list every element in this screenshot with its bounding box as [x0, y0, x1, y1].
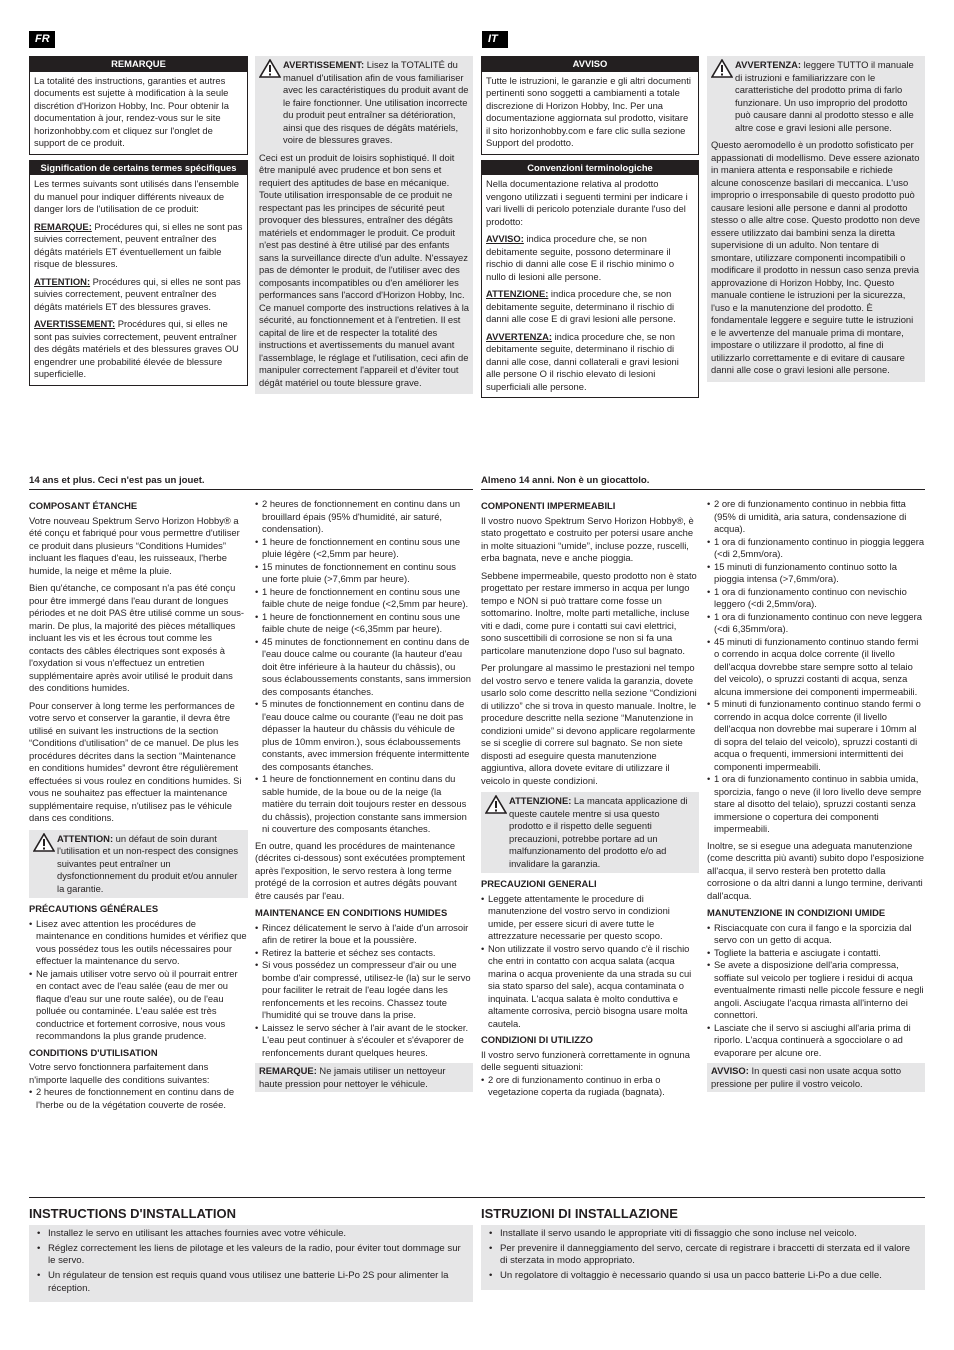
it-term-avvertenza: AVVERTENZA: indica procedure che, se non debitamente seguite, determinano il rischio di danni alle cose, danni collaterali e gravi lesioni alle persone O il rischio elevato di lesioni superficiali alle persone. [486, 330, 679, 392]
list-item: • 2 ore di funzionamento continuo in erba o vegetazione coperta da rugiada (bagnata). [481, 1074, 699, 1099]
list-item: • 1 heure de fonctionnement en continu sous une pluie légère (<2,5mm par heure). [255, 536, 473, 561]
fr-conditions-list-b [255, 498, 473, 836]
list-item: • Leggete attentamente le procedure di manutenzione del vostro servo in condizioni umide, per essere sicuri di avere tutte le attrezzature necessarie per questo scopo. [481, 893, 699, 943]
install-divider [29, 1197, 925, 1198]
it-conditions-title: CONDIZIONI DI UTILIZZO [481, 1034, 593, 1045]
warning-triangle-icon [259, 59, 283, 147]
it-conditions-intro: Il vostro servo funzionerà correttamente in ognuna delle seguenti situazioni: [481, 1048, 690, 1072]
it-terms-title: Convenzioni terminologiche [482, 161, 698, 176]
it-avviso-title: AVVISO [482, 57, 698, 72]
fr-install-box [29, 1225, 473, 1302]
list-item: • 1 heure de fonctionnement en continu sous une faible chute de neige fondue (<2,5mm par heure). [255, 586, 473, 611]
fr-term-avertissement: AVERTISSEMENT: Procédures qui, si elles ne sont pas suivies correctement, peuvent entraîner des dégâts matériels et des blessures graves OU engendrer une probabilité élevée de blessure superficielle. [34, 318, 239, 379]
it-waterproof-title: COMPONENTI IMPERMEABILI [481, 500, 616, 511]
list-item: • Retirez la batterie et séchez ses contacts. [255, 947, 473, 960]
list-item: • 45 minutes de fonctionnement en continu dans de l'eau douce calme ou courante (la hauteur d'eau doit être inférieure à la hauteur du châssis), ou sous éclaboussements constants, sans immersion des composants étanches. [255, 636, 473, 699]
warning-triangle-icon [485, 795, 509, 870]
list-item: • Un régulateur de tension est requis quand vous utilisez une batterie Li-Po 2S pour alimenter la réception. [37, 1270, 465, 1295]
fr-age-warning: 14 ans et plus. Ceci n'est pas un jouet. [29, 475, 205, 486]
list-item: • 2 ore di funzionamento continuo in nebbia fitta (95% di umidità, aria satura, condensazione di acqua). [707, 498, 925, 536]
fr-terms-title: Signification de certains termes spécifiques [30, 161, 247, 176]
it-term-attenzione: ATTENZIONE: indica procedure che, se non debitamente seguite, determinano il rischio di danni alle cose E di gravi lesioni alle persone. [486, 288, 676, 324]
warning-triangle-icon [33, 833, 57, 896]
list-item: • 2 heures de fonctionnement en continu dans de l'herbe ou de la végétation couverte de rosée. [29, 1086, 248, 1111]
it-conditions-list-a [481, 1074, 699, 1099]
list-item: • Per prevenire il danneggiamento del servo, cercate di registrare i braccetti di sterzata ed il valore di sterzata in modo appropriato. [489, 1243, 917, 1268]
list-item: • Ne jamais utiliser votre servo où il pourrait entrer en contact avec de l'eau salée (eau de mer ou flaque d'eau sur une route salée), ou de l'eau polluée ou contaminée. L'eau salée est très conductrice et fortement corrosive, nous vous recommandons la plus grande prudence. [29, 968, 248, 1043]
it-install-box [481, 1225, 925, 1290]
fr-terms-intro: Les termes suivants sont utilisés dans l'ensemble du manuel pour indiquer différents niveaux de danger lors de l'utilisation de ce produit: [34, 178, 240, 214]
fr-install-list [37, 1228, 465, 1295]
it-install-title: ISTRUZIONI DI INSTALLAZIONE [481, 1206, 678, 1221]
it-conditions-list-b [707, 498, 925, 836]
it-waterproof-p3: Per prolungare al massimo le prestazioni nel tempo del vostro servo e tenere valida la garanzia, dovete usarlo solo come descritto nella sezione “Condizioni di utilizzo” che si trova in questo manuale. Inoltre, le procedure descritte nella sezione “Manutenzione in condizioni umide” si devono applicare regolarmente se si sceglie di correre sul bagnato. Se non siete disposti ad eseguire questa manutenzione aggiuntiva, allora dovete evitare di utilizzare il veicolo in queste condizioni. [481, 662, 697, 786]
it-avvertenza-box: AVVERTENZA: leggere TUTTO il manuale di istruzioni e familiarizzare con le caratteristiche del prodotto prima di farlo funzionare. Un uso improprio del prodotto può causare danni al prodotto stesso e alle altre cose e gravi lesioni alle persone. Questo aeromodello è un prodotto sofisticato per appassionati di modellismo. Deve essere azionato in maniera attenta e responsabile e richiede alcune conoscenze basilari di meccanica. L'uso improprio o irresponsabile di questo prodotto può causare lesioni alle persone e danni al prodotto stesso o alle altre cose. Questo prodotto non deve essere utilizzato dai bambini senza la diretta supervisione di un adulto. Non tentare di smontare, utilizzare componenti incompatibili o modificare il prodotto in nessun caso senza previa approvazione di Horizon Hobby, Inc. Questo manuale contiene le istruzioni per la sicurezza, l'uso e la manutenzione del prodotto. È fondamentale leggere e seguire tutte le istruzioni e le avvertenze del manuale prima di montare, impostare o utilizzare il prodotto, al fine di utilizzarlo correttamente e di evitare di causare danni alle cose o gravi lesioni alle persone. [707, 56, 925, 382]
list-item: • Installez le servo en utilisant les attaches fournies avec votre véhicule. [37, 1228, 465, 1241]
list-item: • 45 minuti di funzionamento continuo stando fermi o correndo in acqua dolce corrente (il livello dell'acqua dovrebbe stare sempre sotto al telaio del veicolo), o spruzzi costanti di acqua, senza alcuna immersione dei componenti impermeabili. [707, 636, 925, 699]
it-precautions-list [481, 893, 699, 1031]
it-avviso-box [481, 56, 699, 155]
fr-term-attention: ATTENTION: Procédures qui, si elles ne sont pas suivies correctement, peuvent entraîner des dégâts matériels ET des blessures graves. [34, 275, 241, 312]
list-item: • 5 minutes de fonctionnement en continu dans de l'eau douce calme ou courante (l'eau ne doit pas dépasser la hauteur du châssis du véhicule de plus de 10mm environ.), sous éclaboussements constants, avec immersion fréquente intermittente des composants étanches. [255, 698, 473, 773]
fr-maintenance-list [255, 922, 473, 1060]
list-item: • Réglez correctement les liens de pilotage et les valeurs de la radio, pour éviter tout dommage sur le servo. [37, 1243, 465, 1268]
list-item: • Risciacquate con cura il fango e la sporcizia dal servo con un getto di acqua. [707, 922, 925, 947]
it-conditions-after: Inoltre, se si esegue una adeguata manutenzione (come descritta più avanti) subito dopo l'esposizione all'acqua, il servo resterà ben protetto dalla corrosione o da altri danni a lungo termine, derivanti dall'acqua. [707, 839, 925, 901]
list-item: • Rincez délicatement le servo à l'aide d'un arrosoir afin de retirer la boue et la poussière. [255, 922, 473, 947]
list-item: • Non utilizzate il vostro servo quando c'è il rischio che entri in contatto con acqua salata (acqua marina o acqua proveniente da una strada su cui sia stato sparso del sale), acqua contaminata o inquinata. L'acqua salata è molto conduttiva e altamente corrosiva, perciò bisogna usare molta cautela. [481, 943, 699, 1031]
it-avviso-text: Tutte le istruzioni, le garanzie e gli altri documenti pertinenti sono soggetti a cambiamenti a totale discrezione di Horizon Hobby, Inc. Per una documentazione aggiornata sul prodotto, visitare il sito horizonhobby.com e fare clic sulla sezione Support del prodotto. [486, 74, 691, 148]
it-column-1-body [481, 498, 699, 1103]
fr-remarque-box [29, 56, 248, 155]
lang-tag-it: IT [482, 31, 508, 48]
it-waterproof-p2: Sebbene impermeabile, questo prodotto non è stato progettato per restare immerso in acqua per lungo tempo e NON si può trattare come fosse un sottomarino. Inoltre, molte parti metalliche, incluse viti e dadi, come pure i contatti sui cavi elettrici, sono suscettibili di corrosione se non si fa una particolare manutenzione dopo l'uso sul bagnato. [481, 569, 697, 656]
it-install-list [489, 1228, 917, 1283]
it-column-1-top [481, 56, 699, 398]
it-avviso-note: AVVISO: In questi casi non usate acqua sotto pressione per pulire il vostro veicolo. [707, 1063, 925, 1092]
list-item: • 5 minuti di funzionamento continuo stando fermi o correndo in acqua dolce corrente (il livello dell'acqua non dovrebbe mai superare i 10mm al di sopra del telaio del veicolo), spruzzi costanti di acqua o frequenti, immersioni intermittenti dei componenti impermeabili. [707, 698, 925, 773]
it-column-2-body [707, 498, 925, 1092]
list-item: • Installate il servo usando le appropriate viti di fissaggio che sono incluse nel veicolo. [489, 1228, 917, 1241]
fr-column-1-body [29, 498, 248, 1115]
fr-remarque-text: La totalité des instructions, garanties et autres documents est sujette à modification à la seule discrétion d'Horizon Hobby, Inc. Pour obtenir la documentation à jour, rendez-vous sur le site horizonhobby.com et cliquez sur l'onglet de support de ce produit. [34, 74, 229, 148]
it-maintenance-title: MANUTENZIONE IN CONDIZIONI UMIDE [707, 907, 886, 918]
warning-triangle-icon [711, 59, 735, 134]
it-waterproof-p1: Il vostro nuovo Spektrum Servo Horizon Hobby®, è stato progettato e costruito per potersi usare anche in molte situazioni “umide”, incluse pozze, ruscelli, erba bagnata, neve e anche pioggia. [481, 514, 694, 563]
fr-waterproof-p3: Pour conserver à long terme les performances de votre servo et conserver la garantie, il devra être utilisé en suivant les instructions de la section “Conditions d'utilisation” de ce manuel. De plus les procédures décrites dans la section “Maintenance en conditions humides” devront être régulièrement effectuées si vous roulez en conditions humides. Si vous ne souhaitez pas effectuer la maintenance supplémentaire requise, n'utilisez pas le véhicule dans ces conditions. [29, 699, 242, 823]
fr-column-2-body [255, 498, 473, 1092]
fr-maintenance-title: MAINTENANCE EN CONDITIONS HUMIDES [255, 907, 448, 918]
fr-remarque-note: REMARQUE: Ne jamais utiliser un nettoyeur haute pression pour nettoyer le véhicule. [255, 1063, 473, 1092]
list-item: • 15 minuti di funzionamento continuo sotto la pioggia intensa (>7,6mm/ora). [707, 561, 925, 586]
fr-conditions-list-a [29, 1086, 248, 1111]
fr-waterproof-title: COMPOSANT ÉTANCHE [29, 500, 138, 511]
it-terms-box [481, 160, 699, 399]
fr-column-1-top [29, 56, 248, 386]
fr-waterproof-p2: Bien qu'étanche, ce composant n'a pas été conçu pour être immergé dans l'eau durant de longues périodes et ne doit PAS être utilisé comme un sous-marin. De plus, la majorité des pièces métalliques incluant les vis et les écrous tout comme les contacts des câbles électriques sont exposés à l'oxydation si vous n'effectuez un entretien supplémentaire après avoir utilisé le produit dans des conditions humides. [29, 582, 245, 693]
fr-attention-box: ATTENTION: un défaut de soin durant l'utilisation et un non-respect des consignes suivantes peut entraîner un dysfonctionnement du produit et/ou annuler la garantie. [29, 830, 248, 899]
list-item: • 1 heure de fonctionnement en continu sous une faible chute de neige (<6,35mm par heure). [255, 611, 473, 636]
list-item: • Togliete la batteria e asciugate i contatti. [707, 947, 925, 960]
fr-waterproof-p1: Votre nouveau Spektrum Servo Horizon Hobby® a été conçu et fabriqué pour vous permettre d'utiliser ce produit dans plusieurs “Conditions Humides” incluant les flaques d'eau, les ruisseaux, l'herbe humide, la neige et même la pluie. [29, 514, 240, 576]
fr-term-remarque: REMARQUE: Procédures qui, si elles ne sont pas suivies correctement, peuvent entraîner des dégâts matériels ET éventuellement un faible risque de blessures. [34, 220, 243, 269]
lang-tag-fr: FR [29, 31, 55, 48]
list-item: • 15 minutes de fonctionnement en continu sous une forte pluie (>7,6mm par heure). [255, 561, 473, 586]
list-item: • Laissez le servo sécher à l'air avant de le stocker. L'eau peut continuer à s'écouler et s'évaporer de renfoncements durant quelques heures. [255, 1022, 473, 1060]
list-item: • Se avete a disposizione dell'aria compressa, soffiate sul veicolo per togliere i residui di acqua eventualmente rimasti nelle piccole fessure e negli angoli. Asciugate l'acqua rimasta all'interno dei connettori. [707, 959, 925, 1022]
it-terms-intro: Nella documentazione relativa al prodotto vengono utilizzati i seguenti termini per indicare i vari livelli di pericolo potenziale durante l'uso del prodotto: [486, 178, 688, 227]
fr-avertissement-box: AVERTISSEMENT: Lisez la TOTALITÉ du manuel d'utilisation afin de vous familiariser avec les caractéristiques du produit avant de le faire fonctionner. Une utilisation incorrecte du produit peut entraîner sa détérioration, ainsi que des risques de dégâts matériels, voire de blessures graves. Ceci est un produit de loisirs sophistiqué. Il doit être manipulé avec prudence et bon sens et requiert des aptitudes de base en mécanique. Toute utilisation irresponsable de ce produit ne respectant pas les principes de sécurité peut provoquer des blessures, entraîner des dégâts matériels et endommager le produit. Ce produit n'est pas destiné à être utilisé par des enfants sans la surveillance directe d'un adulte. N'essayez pas de démonter le produit, de l'utiliser avec des composants incompatibles ou d'en améliorer les performances sans l'accord d'Horizon Hobby, Inc. Ce manuel comporte des instructions relatives à la sécurité, au fonctionnement et à l'entretien. Il est capital de lire et de respecter la totalité des instructions et avertissements du manuel avant l'assemblage, le réglage et l'utilisation, ceci afin de manipuler correctement l'appareil et d'éviter tout dégât matériel ou toute blessure grave. [255, 56, 473, 394]
list-item: • 1 heure de fonctionnement en continu dans du sable humide, de la boue ou de la neige (la matière du terrain doit toujours rester en dessous du châssis), projection constante sans immersion ni couverture des composants étanches. [255, 773, 473, 836]
list-item: • 1 ora di funzionamento continuo con neve leggera (<di 6,35mm/ora). [707, 611, 925, 636]
list-item: • Lisez avec attention les procédures de maintenance en conditions humides et vérifiez que vous possédez tous les outils nécessaires pour effectuer la maintenance du servo. [29, 918, 248, 968]
it-attenzione-box: ATTENZIONE: La mancata applicazione di queste cautele mentre si usa questo prodotto e il rispetto delle seguenti precauzioni, potrebbe portare ad un malfunzionamento del prodotto e/o ad invalidare la garanzia. [481, 792, 699, 873]
it-age-warning: Almeno 14 anni. Non è un giocattolo. [481, 475, 650, 486]
fr-terms-box [29, 160, 248, 386]
list-item: • 1 ora di funzionamento continuo con nevischio leggero (<di 2,5mm/ora). [707, 586, 925, 611]
list-item: • 1 ora di funzionamento continuo in sabbia umida, sporcizia, fango o neve (il loro livello deve sempre stare al disotto del telaio), spruzzi costanti senza immersione o copertura dei componenti impermeabili. [707, 773, 925, 836]
list-item: • Un regolatore di voltaggio è necessario quando si usa un pacco batterie Li-Po a due celle. [489, 1270, 917, 1283]
fr-precautions-list [29, 918, 248, 1043]
fr-precautions-title: PRÉCAUTIONS GÉNÉRALES [29, 903, 159, 914]
it-term-avviso: AVVISO: indica procedure che, se non debitamente seguite, possono determinare il rischio di danni alle cose E il rischio minimo o nullo di lesioni alle persone. [486, 233, 675, 282]
fr-conditions-intro: Votre servo fonctionnera parfaitement dans n'importe laquelle des conditions suivantes: [29, 1061, 210, 1085]
fr-remarque-title: REMARQUE [30, 57, 247, 72]
it-precautions-title: PRECAUZIONI GENERALI [481, 878, 597, 889]
it-divider [481, 489, 925, 490]
fr-avertissement-body: Ceci est un produit de loisirs sophistiqué. Il doit être manipulé avec prudence et bon sens et requiert des aptitudes de base en mécanique. Toute utilisation irresponsable de ce produit ne respectant pas les principes de sécurité peut provoquer des blessures, entraîner des dégâts matériels et endommager le produit. Ce produit n'est pas destiné à être utilisé par des enfants sans la surveillance directe d'un adulte. N'essayez pas de démonter le produit, de l'utiliser avec des composants incompatibles ou d'en améliorer les performances sans l'accord d'Horizon Hobby, Inc. Ce manuel comporte des instructions relatives à la sécurité, au fonctionnement et à l'entretien. Il est capital de lire et de respecter la totalité des instructions et avertissements du manuel avant l'assemblage, le réglage et l'utilisation, ceci afin de manipuler correctement l'appareil et d'éviter tout dégât matériel ou toute blessure grave. [259, 151, 469, 388]
list-item: • 1 ora di funzionamento continuo in pioggia leggera (<di 2,5mm/ora). [707, 536, 925, 561]
it-maintenance-list [707, 922, 925, 1060]
list-item: • Si vous possédez un compresseur d'air ou une bombe d'air compressé, utilisez-le (la) sur le servo pour faciliter le retrait de l'eau logée dans les renfoncements et les recoins. Chassez toute l'humidité qui se trouve dans la prise. [255, 959, 473, 1022]
it-avvertenza-body: Questo aeromodello è un prodotto sofisticato per appassionati di modellismo. Deve essere azionato in maniera attenta e responsabile e richiede alcune conoscenze basilari di meccanica. L'uso improprio o irresponsabile di questo prodotto può causare lesioni alle persone e danni al prodotto stesso o alle altre cose. Questo prodotto non deve essere utilizzato dai bambini senza la diretta supervisione di un adulto. Non tentare di smontare, utilizzare componenti incompatibili o modificare il prodotto in nessun caso senza previa approvazione di Horizon Hobby, Inc. Questo manuale contiene le istruzioni per la sicurezza, l'uso e la manutenzione del prodotto. È fondamentale leggere e seguire tutte le istruzioni e le avvertenze del manuale prima di montare, impostare o utilizzare il prodotto, al fine di utilizzarlo correttamente e di evitare di causare danni alle cose o gravi lesioni alle persone. [711, 139, 920, 375]
fr-conditions-title: CONDITIONS D'UTILISATION [29, 1046, 158, 1058]
fr-install-title: INSTRUCTIONS D'INSTALLATION [29, 1206, 236, 1221]
fr-conditions-after: En outre, quand les procédures de maintenance (décrites ci-dessous) sont exécutées promptement après l'exposition, le servo restera à long terme protégé de la corrosion et autres dégâts pouvant être causés par l'eau. [255, 839, 465, 901]
fr-divider [29, 489, 473, 490]
list-item: • Lasciate che il servo si asciughi all'aria prima di riporlo. L'acqua continuerà a sgocciolare o ad evaporare per alcune ore. [707, 1022, 925, 1060]
list-item: • 2 heures de fonctionnement en continu dans un brouillard épais (95% d'humidité, air saturé, condensation). [255, 498, 473, 536]
